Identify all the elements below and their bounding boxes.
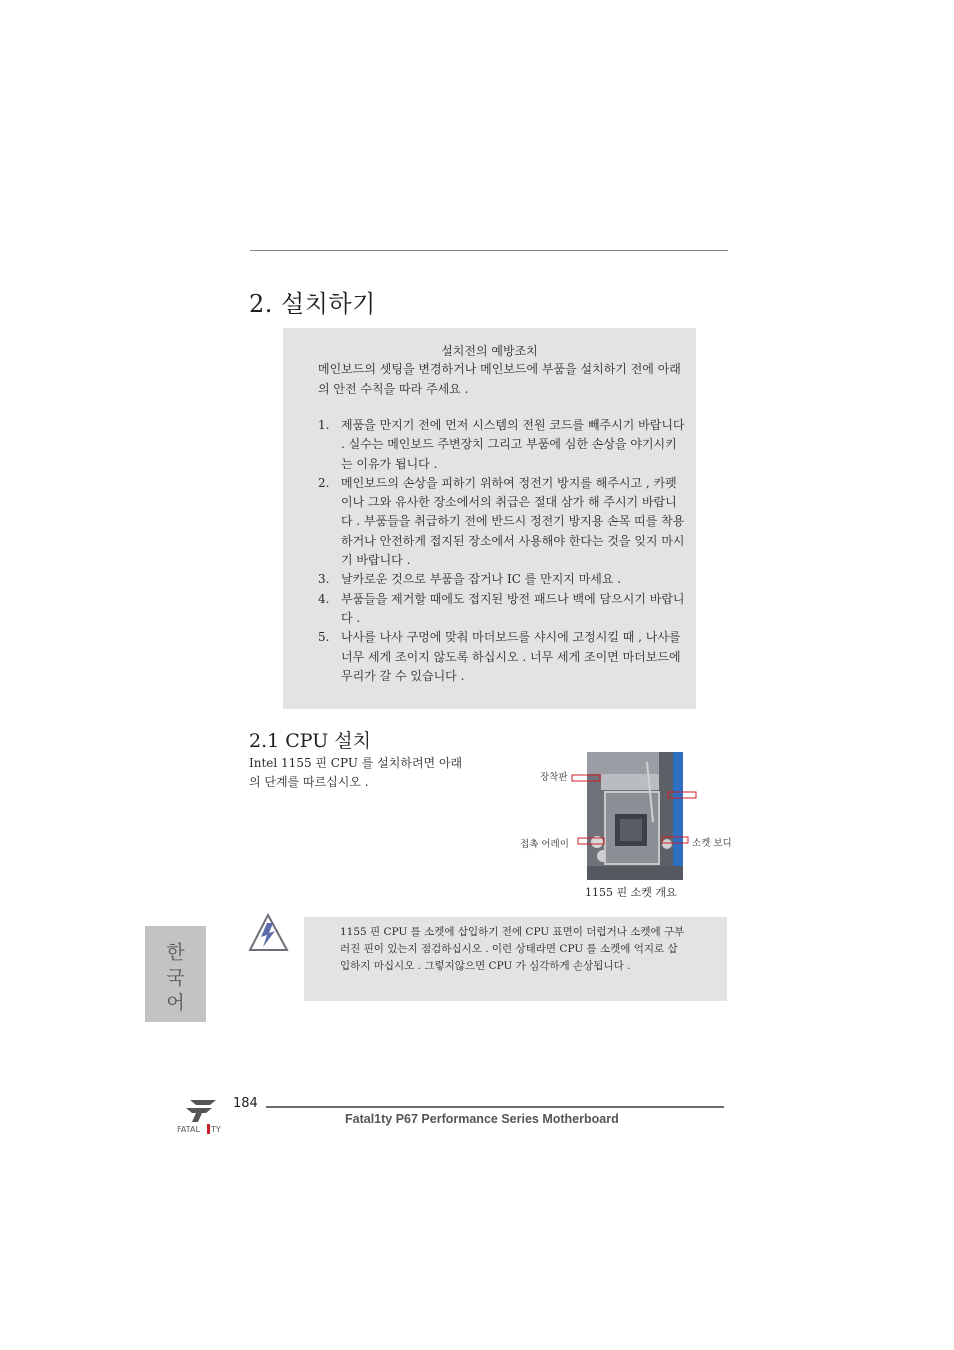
footer-title: Fatal1ty P67 Performance Series Motherboard <box>345 1112 619 1126</box>
list-item-text: 제품을 만지기 전에 먼저 시스템의 전원 코드를 빼주시기 바랍니다 . 실수는 메인보드 주변장치 그리고 부품에 심한 손상을 야기시키는 이유가 됩니다 . <box>341 418 685 471</box>
subsection-title: 2.1 CPU 설치 <box>249 730 372 752</box>
footer-rule <box>266 1106 724 1108</box>
list-item-number: 1. <box>318 418 330 432</box>
list-item-number: 5. <box>318 630 330 645</box>
label-load-plate: 장착판 <box>540 772 568 783</box>
list-item <box>318 628 688 686</box>
list-item <box>318 570 688 589</box>
cpu-intro: Intel 1155 핀 CPU 를 설치하려면 아래의 단계를 따르십시오 . <box>249 756 463 789</box>
callout-lever <box>668 792 696 798</box>
precautions-box <box>283 328 696 709</box>
list-item <box>318 590 688 629</box>
socket-caption: 1155 핀 소켓 개요 <box>585 886 677 899</box>
callout-load-plate <box>572 775 600 781</box>
list-item-number: 2. <box>318 475 330 490</box>
callout-contact-array <box>578 838 604 844</box>
list-item <box>318 416 688 474</box>
precautions-intro: 메인보드의 셋팅을 변경하거나 메인보드에 부품을 설치하기 전에 아래의 안전 수칙을 따라 주세요 . <box>318 362 681 396</box>
precautions-title: 설치전의 예방조치 <box>441 344 538 358</box>
precautions-list <box>318 416 688 686</box>
label-contact-array: 접촉 어레이 <box>520 839 569 850</box>
section-title: 2. 설치하기 <box>249 290 376 318</box>
list-item <box>318 474 688 570</box>
warning-triangle-icon <box>248 911 290 953</box>
fatal1ty-logo <box>176 1094 230 1136</box>
header-rule <box>250 250 728 251</box>
page-number: 184 <box>233 1096 258 1111</box>
svg-text:TY: TY <box>211 1125 221 1134</box>
language-tab-label: 한 국 어 <box>163 942 185 1012</box>
language-tab <box>145 926 206 1022</box>
warning-box <box>304 917 727 1001</box>
list-item-text: 나사를 나사 구멍에 맞춰 마더보드를 샤시에 고정시킬 때 , 나사를 너무 세게 조이지 않도록 하십시오 . 너무 세게 조이면 마더보드에 무리가 갈 수 있습니다 . <box>341 630 681 683</box>
callout-markers <box>570 770 700 850</box>
list-item-text: 날카로운 것으로 부품을 잡거나 IC 를 만지지 마세요 . <box>341 572 622 587</box>
svg-text:FATAL: FATAL <box>177 1125 200 1134</box>
list-item-number: 3. <box>318 572 330 587</box>
list-item-text: 부품들을 제거할 때에도 접지된 방전 패드나 백에 담으시기 바랍니다 . <box>341 591 685 625</box>
warning-text: 1155 핀 CPU 를 소켓에 삽입하기 전에 CPU 표면이 더럽거나 소켓에 구부러진 핀이 있는지 점검하십시오 . 이런 상태라면 CPU 를 소켓에 억지로 삽입하지 마십시오 . 그렇지않으면 CPU 가 심각하게 손상됩니다 . <box>340 926 685 972</box>
callout-socket-body <box>662 837 688 843</box>
list-item-text: 메인보드의 손상을 피하기 위하여 정전기 방지를 해주시고 , 카펫이나 그와 유사한 장소에서의 취급은 절대 삼가 해 주시기 바랍니다 . 부품들을 취급하기 전에 반드시 정전기 방지용 손목 띠를 착용하거나 안전하게 접지된 장소에서 사용해야 한다는 것을 잊지 마시기 바랍니다 . <box>341 475 685 568</box>
list-item-number: 4. <box>318 591 330 606</box>
label-socket-body: 소켓 보디 <box>692 838 732 849</box>
